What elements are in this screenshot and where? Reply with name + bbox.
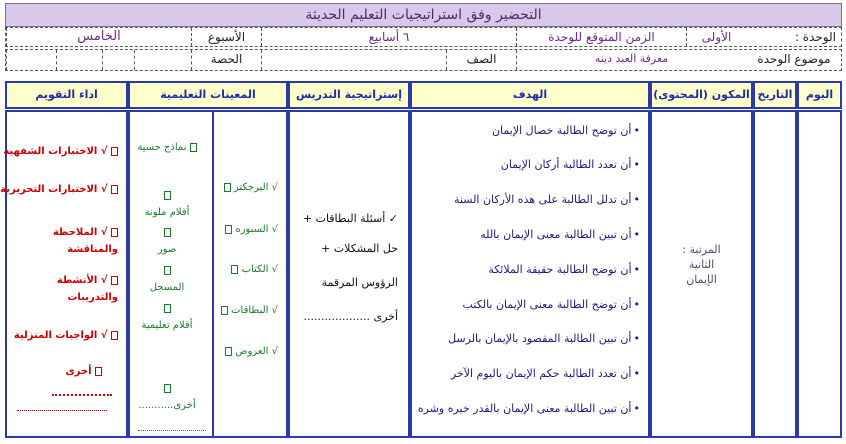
objective-item: • أن تعدد الطالبة حكم الإيمان باليوم الآخر — [451, 367, 640, 380]
evaluation-item: √ الاختبارات الشفهية — [3, 146, 118, 157]
evaluation-item: √ الاختبارات التحريرية — [0, 184, 118, 195]
unit-time-label: الزمن المتوقع للوحدة — [516, 28, 686, 46]
objective-item: • أن تبين الطالبة معنى الإيمان بالقدر خيره وشره — [418, 402, 640, 415]
column-header-strategy: إستراتيجية التدريس — [288, 81, 410, 109]
period-cell-1 — [134, 50, 191, 70]
class-value — [261, 50, 446, 70]
content-cell — [650, 110, 753, 438]
objective-item: • أن تبين الطالبة المقصود بالإيمان بالرسل — [448, 332, 640, 345]
objective-item: • أن تدلل الطالبة على هذه الأركان السنة — [454, 193, 640, 206]
strategy-item: أخرى ................... — [303, 310, 398, 323]
aids-divider — [212, 112, 214, 436]
aid-item: √ السبوره — [225, 224, 278, 235]
week-value: الخامس — [6, 28, 191, 46]
aid-item: صور — [132, 224, 202, 258]
objective-item: • أن تبين الطالبة معنى الإيمان بالله — [480, 228, 640, 241]
week-label: الأسبوع — [191, 28, 261, 46]
evaluation-other-line — [52, 394, 112, 396]
unit-time-value: ٦ أسابيع — [261, 28, 516, 46]
column-header-row — [5, 81, 842, 109]
day-cell — [797, 110, 842, 438]
objective-item: • أن تعدد الطالبة أركان الإيمان — [501, 158, 640, 171]
class-label: الصف — [446, 50, 516, 70]
objective-cell — [410, 110, 650, 438]
objective-item: • أن توضح الطالبة خصال الإيمان — [492, 124, 640, 137]
aid-item: √ العروض — [225, 346, 278, 357]
evaluation-item: √ الملاحظة والمناقشة — [52, 227, 118, 255]
column-header-objective: الهدف — [410, 81, 650, 109]
column-header-aids: المعينات التعليمية — [128, 81, 288, 109]
aid-item: √ الكتاب — [231, 264, 278, 275]
aid-item: نماذج حسية — [132, 139, 202, 156]
topic-info-row — [5, 49, 842, 71]
evaluation-line — [17, 410, 107, 411]
lesson-plan-body — [0, 110, 842, 438]
evaluation-cell — [0, 110, 128, 438]
period-label: الحصة — [191, 50, 261, 70]
aid-item: √ البرجكتر — [224, 182, 278, 193]
column-header-day: اليوم — [797, 81, 842, 109]
strategy-cell — [288, 110, 410, 438]
unit-label: الوحدة : — [794, 30, 836, 44]
aid-item: أقلام تعليمية — [132, 300, 202, 334]
strategy-item: ✓ أسئلة البطاقات + — [302, 212, 398, 225]
unit-info-row — [5, 27, 842, 47]
page-title: التحضير وفق استراتيجيات التعليم الحديثة — [5, 3, 842, 27]
aid-item: المسجل — [132, 262, 202, 296]
column-header-date: التاريخ — [753, 81, 797, 109]
topic-label: موضوع الوحدة — [757, 52, 831, 66]
objective-item: • أن توضح الطالبة معنى الإيمان بالكتب — [463, 298, 640, 311]
evaluation-item: √ الأنشطة والتدريبات — [56, 275, 118, 303]
evaluation-item: أخرى — [65, 366, 102, 377]
aid-item: أقلام ملونة — [132, 187, 202, 221]
unit-value: الأولى — [686, 28, 746, 46]
aids-cell — [128, 110, 288, 438]
date-cell — [753, 110, 797, 438]
strategy-item: الرؤوس المرقمة — [321, 276, 398, 289]
period-cell-4 — [6, 50, 56, 70]
aid-item: √ البطاقات — [221, 305, 278, 316]
aid-item: أخرى........... — [132, 380, 202, 414]
column-header-evaluation: اداء التقويم — [5, 81, 128, 109]
period-cell-3 — [56, 50, 102, 70]
period-cell-2 — [102, 50, 134, 70]
objective-item: • أن توضح الطالبة حقيقة الملائكة — [488, 263, 640, 276]
strategy-item: حل المشكلات + — [321, 242, 398, 255]
topic-value: معرفة العبد دينه — [516, 50, 746, 70]
evaluation-item: √ الواجبات المنزلية — [14, 330, 118, 341]
content-text: المرتبة : الثانية الإيمان — [682, 243, 721, 286]
column-header-content: المكون (المحتوى) — [650, 81, 753, 109]
aids-other-line — [138, 430, 206, 431]
